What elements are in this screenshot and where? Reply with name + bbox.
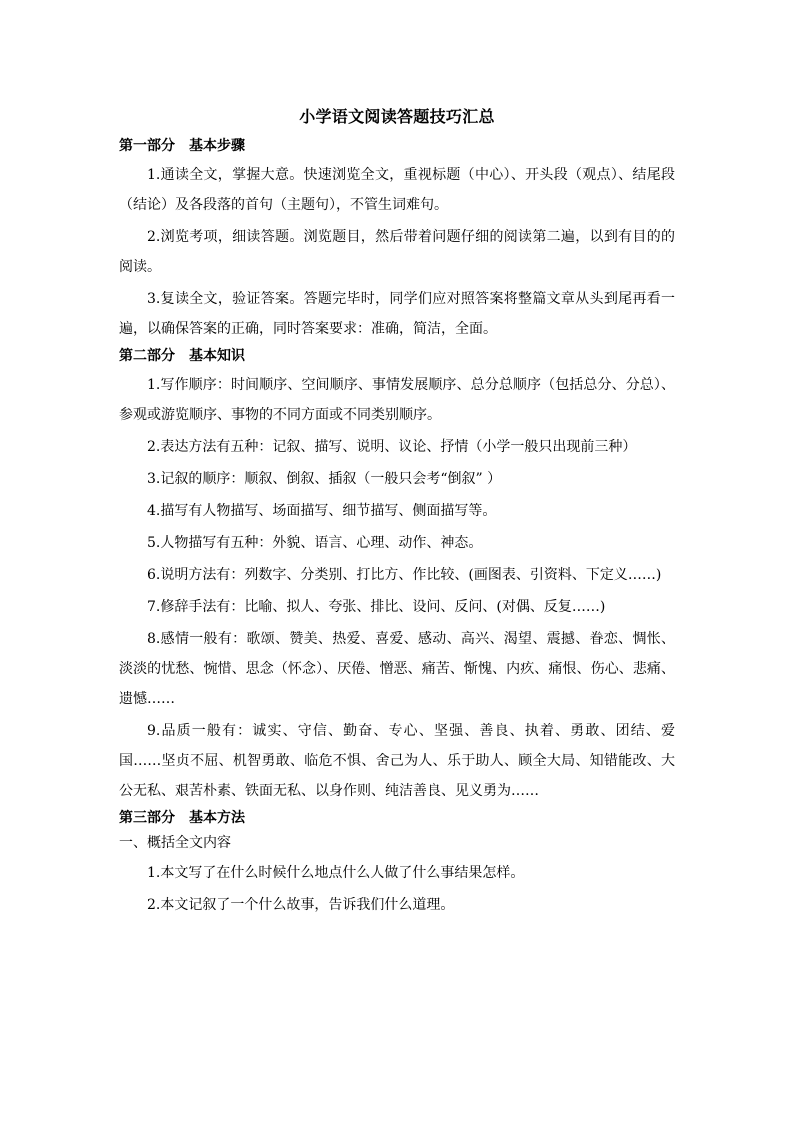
section-heading-part1: [119, 136, 675, 156]
paragraph: 9.品质一般有：诚实、守信、勤奋、专心、坚强、善良、执着、勇敢、团结、爱国……坚贞不屈、机智勇敢、临危不惧、舍己为人、乐于助人、顾全大局、知错能改、大公无私、艰苦朴素、铁面无私、以身作则、纯洁善良、见义勇为……: [119, 723, 675, 799]
section-number: 第三部分: [119, 810, 175, 826]
paragraph: 1.本文写了在什么时候什么地点什么人做了什么事结果怎样。: [147, 865, 525, 881]
paragraph: 2.表达方法有五种：记叙、描写、说明、议论、抒情（小学一般只出现前三种）: [147, 439, 637, 455]
paragraph: 4.描写有人物描写、场面描写、细节描写、侧面描写等。: [147, 503, 497, 519]
section-heading-part2: [119, 346, 675, 366]
paragraph: 2.浏览考项，细读答题。浏览题目，然后带着问题仔细的阅读第二遍，以到有目的的阅读。: [119, 229, 675, 275]
paragraph: 6.说明方法有：列数字、分类别、打比方、作比较、(画图表、引资料、下定义……): [147, 567, 662, 583]
paragraph: 8.感情一般有：歌颂、赞美、热爱、喜爱、感动、高兴、渴望、震撼、眷恋、惆怅、淡淡的忧愁、惋惜、思念（怀念）、厌倦、憎恶、痛苦、惭愧、内疚、痛恨、伤心、悲痛、遗憾……: [119, 631, 675, 707]
section-number: 第二部分: [119, 348, 175, 364]
section-subtitle: 基本知识: [189, 348, 245, 364]
paragraph: 1.通读全文，掌握大意。快速浏览全文，重视标题（中心）、开头段（观点）、结尾段（结论）及各段落的首句（主题句），不管生词难句。: [119, 167, 675, 213]
paragraph: 5.人物描写有五种：外貌、语言、心理、动作、神态。: [147, 535, 483, 551]
paragraph: 2.本文记叙了一个什么故事，告诉我们什么道理。: [147, 897, 455, 913]
paragraph: 1.写作顺序：时间顺序、空间顺序、事情发展顺序、总分总顺序（包括总分、分总）、参观或游览顺序、事物的不同方面或不同类别顺序。: [119, 377, 675, 423]
section-heading-part3: [119, 808, 675, 828]
section-number: 第一部分: [119, 138, 175, 154]
paragraph: 3.记叙的顺序：顺叙、倒叙、插叙（一般只会考“倒叙” ）: [147, 471, 502, 487]
page-title: 小学语文阅读答题技巧汇总: [299, 107, 495, 126]
section-subtitle: 基本步骤: [189, 138, 245, 154]
subsection-title: 一、概括全文内容: [119, 835, 231, 851]
paragraph: 3.复读全文，验证答案。答题完毕时，同学们应对照答案将整篇文章从头到尾再看一遍，以确保答案的正确，同时答案要求：准确，简洁，全面。: [119, 291, 675, 337]
paragraph: 7.修辞手法有：比喻、拟人、夸张、排比、设问、反问、(对偶、反复……): [147, 599, 606, 615]
section-subtitle: 基本方法: [189, 810, 245, 826]
document-body: [119, 100, 675, 922]
